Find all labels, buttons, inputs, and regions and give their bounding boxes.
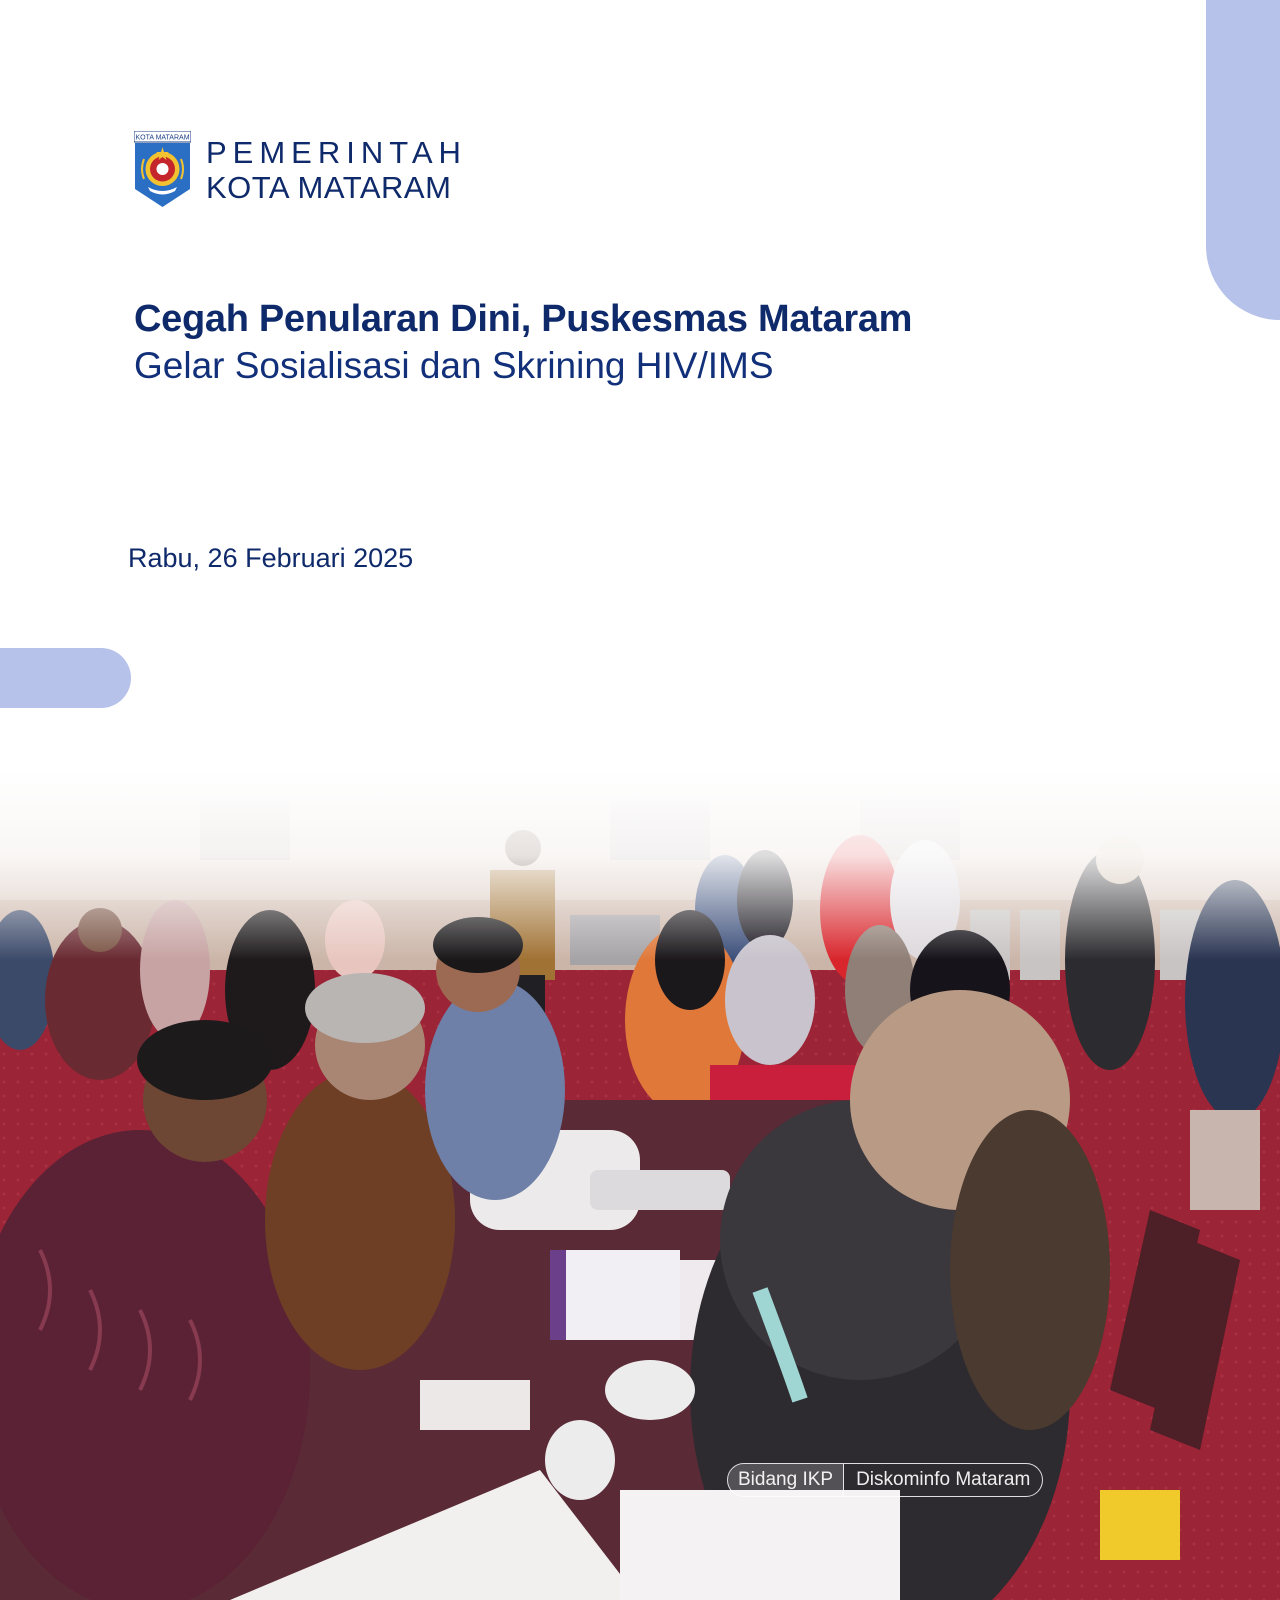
event-photo — [0, 770, 1280, 1600]
photo-fade-overlay — [0, 770, 1280, 960]
publish-date: Rabu, 26 Februari 2025 — [128, 543, 414, 573]
headline — [134, 296, 1134, 390]
decorative-corner-shape — [1206, 0, 1280, 320]
headline-subtitle: Gelar Sosialisasi dan Skrining HIV/IMS — [134, 345, 774, 386]
watermark-agency: Diskominfo Mataram — [856, 1469, 1031, 1490]
logo-title-line1: PEMERINTAH — [206, 134, 467, 170]
headline-bold: Cegah Penularan Dini, Puskesmas Mataram — [134, 298, 913, 340]
watermark-department: Bidang IKP — [728, 1464, 844, 1496]
city-crest-icon — [134, 131, 191, 208]
decorative-side-pill — [0, 648, 131, 708]
logo-title-line2: KOTA MATARAM — [206, 169, 452, 205]
photo-credit-watermark — [727, 1463, 1043, 1497]
crest-text: KOTA MATARAM — [135, 134, 190, 142]
government-logo — [134, 131, 467, 208]
